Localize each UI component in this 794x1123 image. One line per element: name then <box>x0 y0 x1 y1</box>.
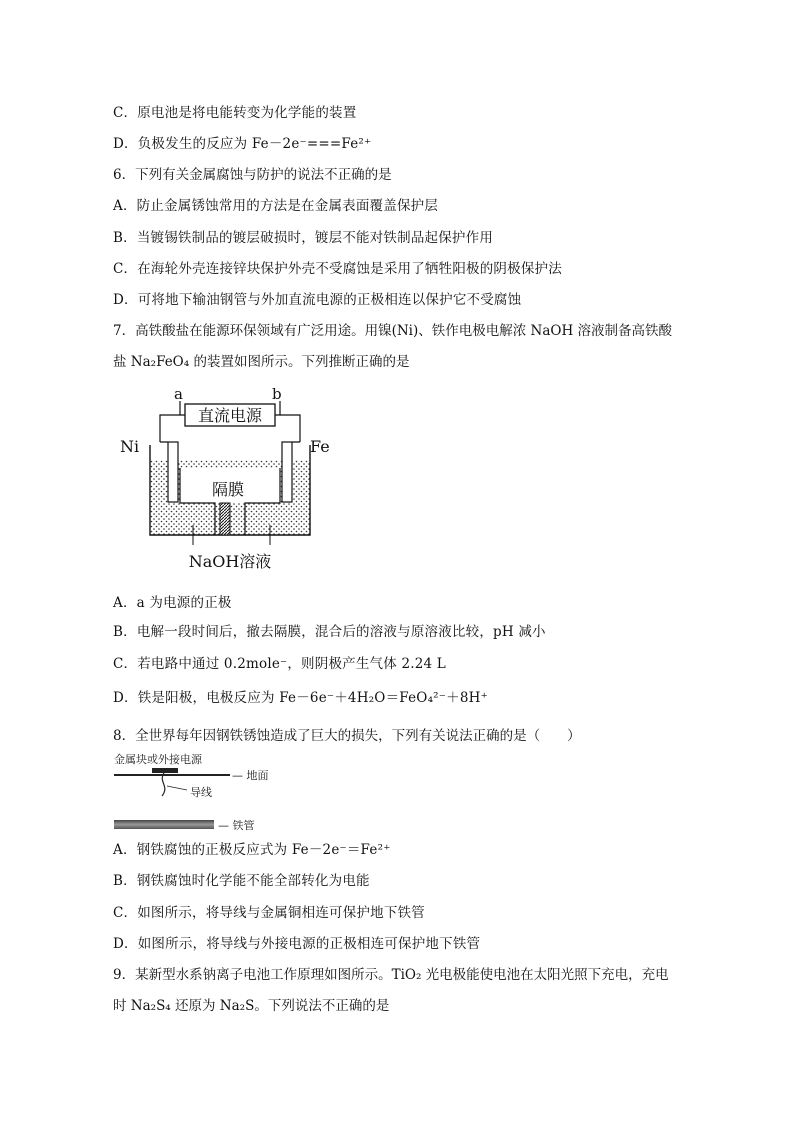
buried-pipe-diagram <box>112 750 282 835</box>
q6-option-c: C．在海轮外壳连接锌块保护外壳不受腐蚀是采用了牺牲阳极的阴极保护法 <box>113 261 562 277</box>
metal-block-label: 金属块或外接电源 <box>114 753 202 766</box>
q6-stem: 6．下列有关金属腐蚀与防护的说法不正确的是 <box>113 167 392 183</box>
metal-block <box>152 768 178 773</box>
q6-option-b: B．当镀锡铁制品的镀层破损时，镀层不能对铁制品起保护作用 <box>113 230 494 246</box>
electrolysis-cell-diagram <box>110 385 350 580</box>
q8-option-a: A．钢铁腐蚀的正极反应式为 Fe－2e⁻＝Fe²⁺ <box>113 842 391 858</box>
terminal-b-label: b <box>272 385 282 403</box>
ni-electrode <box>168 442 178 502</box>
q7-stem-line2: 盐 Na₂FeO₄ 的装置如图所示。下列推断正确的是 <box>113 354 410 370</box>
fe-electrode <box>282 442 292 502</box>
pipe-label: — 铁管 <box>218 819 255 832</box>
fe-label: Fe <box>310 437 330 456</box>
ni-label: Ni <box>120 437 140 456</box>
dc-power-label: 直流电源 <box>197 406 263 425</box>
wire-label: 导线 <box>190 786 212 799</box>
q8-stem: 8．全世界每年因钢铁锈蚀造成了巨大的损失，下列有关说法正确的是（ ） <box>113 728 581 744</box>
membrane-label: 隔膜 <box>211 480 245 499</box>
iron-pipe <box>114 820 214 829</box>
q5-option-d: D．负极发生的反应为 Fe－2e⁻===Fe²⁺ <box>113 136 372 152</box>
q9-stem-line1: 9．某新型水系钠离子电池工作原理如图所示。TiO₂ 光电极能使电池在太阳光照下充电，充电 <box>113 967 669 983</box>
q8-option-c: C．如图所示，将导线与金属铜相连可保护地下铁管 <box>113 905 425 921</box>
q7-option-a: A．a 为电源的正极 <box>113 595 232 611</box>
q6-option-a: A．防止金属锈蚀常用的方法是在金属表面覆盖保护层 <box>113 198 439 214</box>
q8-option-d: D．如图所示，将导线与外接电源的正极相连可保护地下铁管 <box>113 936 481 952</box>
solution-label: NaOH溶液 <box>188 552 272 571</box>
membrane <box>220 503 230 535</box>
q8-option-b: B．钢铁腐蚀时化学能不能全部转化为电能 <box>113 873 370 889</box>
q7-stem-line1: 7．高铁酸盐在能源环保领域有广泛用途。用镍(Ni)、铁作电极电解浓 NaOH 溶液制备高铁酸 <box>113 323 673 339</box>
q9-stem-line2: 时 Na₂S₄ 还原为 Na₂S。下列说法不正确的是 <box>113 998 390 1014</box>
q7-option-b: B．电解一段时间后，撤去隔膜，混合后的溶液与原溶液比较，pH 减小 <box>113 624 546 640</box>
terminal-a-label: a <box>174 385 183 403</box>
q7-option-d: D．铁是阳极，电极反应为 Fe－6e⁻＋4H₂O＝FeO₄²⁻＋8H⁺ <box>113 690 488 706</box>
ground-label: — 地面 <box>232 769 269 782</box>
q7-option-c: C．若电路中通过 0.2mole⁻，则阴极产生气体 2.24 L <box>113 656 446 672</box>
q6-option-d: D．可将地下输油钢管与外加直流电源的正极相连以保护它不受腐蚀 <box>113 292 522 308</box>
q5-option-c: C．原电池是将电能转变为化学能的装置 <box>113 105 357 121</box>
wire <box>162 773 165 796</box>
